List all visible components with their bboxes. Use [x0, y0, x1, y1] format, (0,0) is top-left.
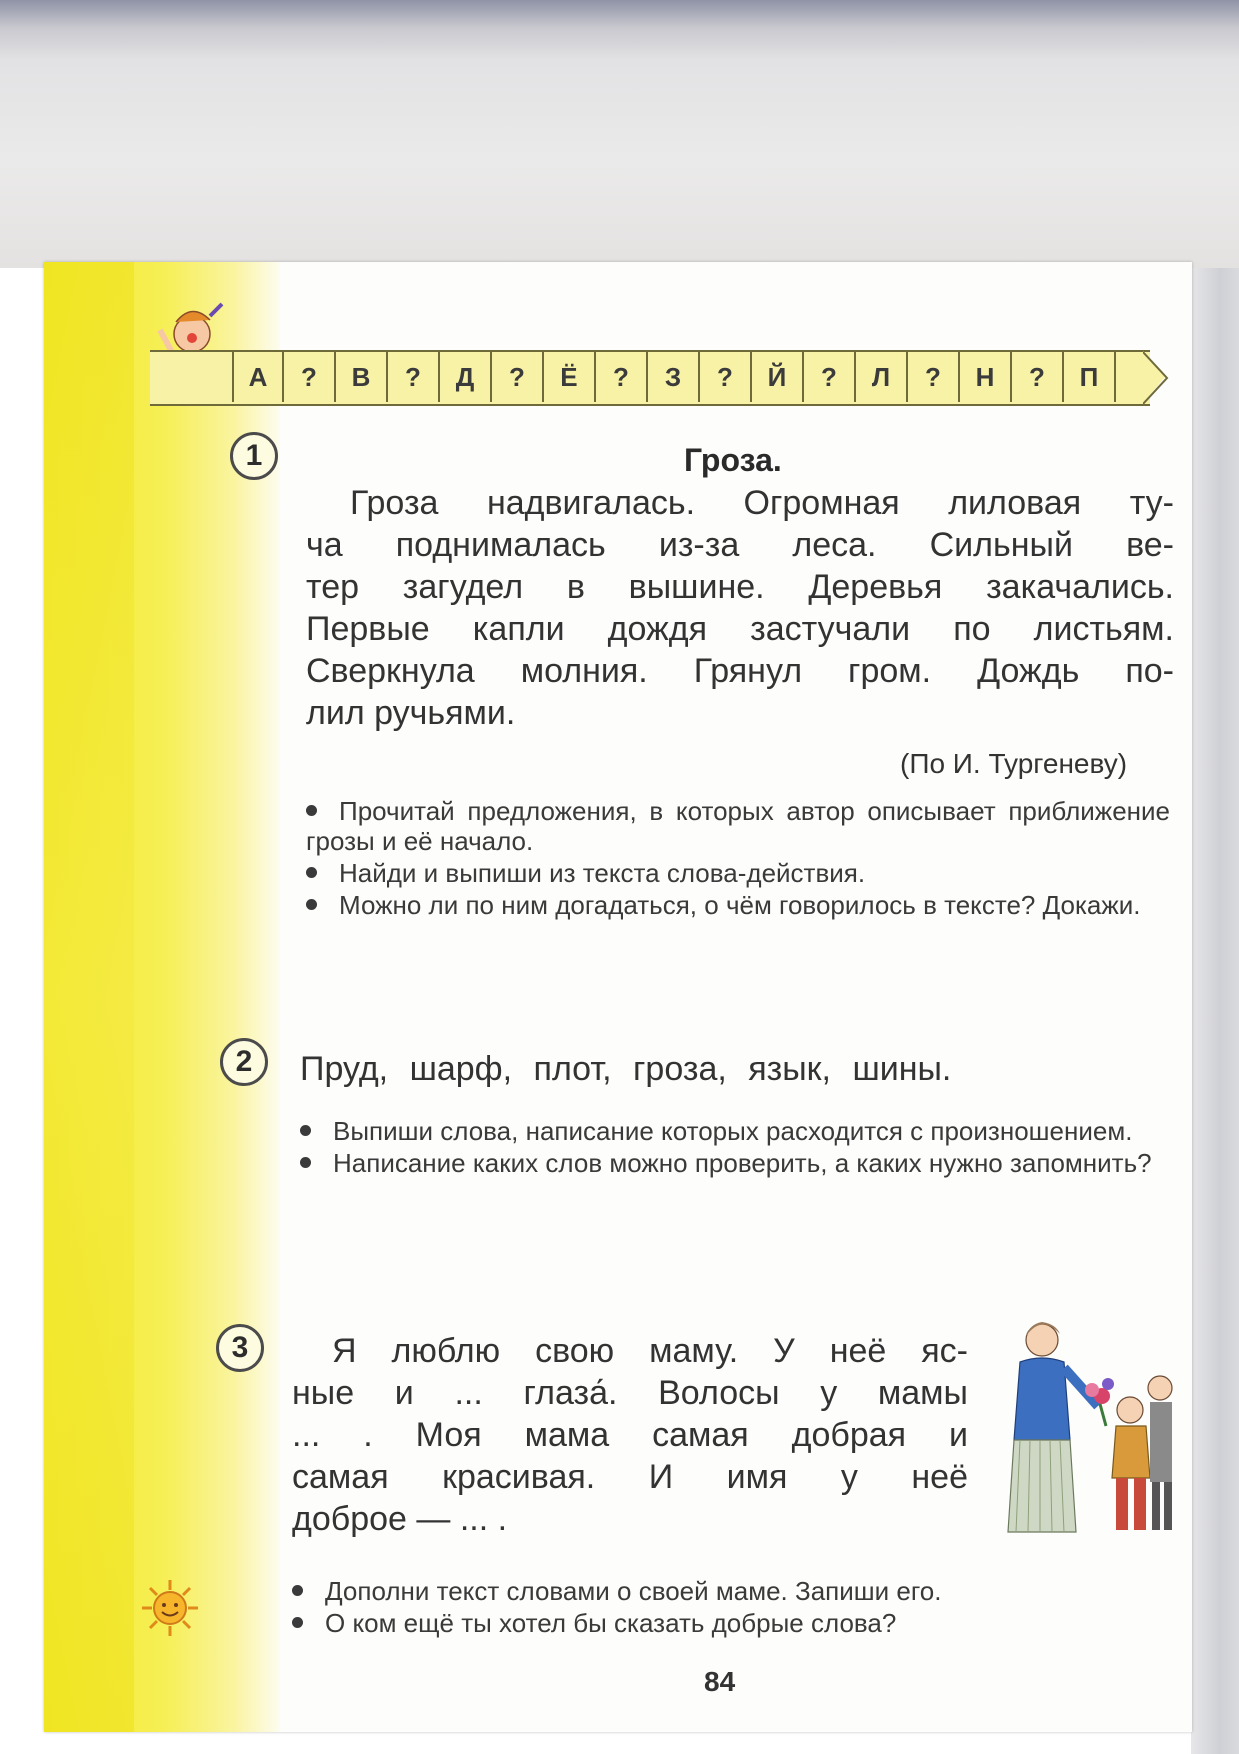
bullet-icon: [306, 867, 317, 878]
text-line: ча поднималась из-за леса. Сильный ве-: [306, 526, 1174, 564]
alphabet-cell: ?: [388, 352, 440, 402]
text-line: тер загудел в вышине. Деревья закачались.: [306, 568, 1174, 606]
alphabet-cell: Н: [960, 352, 1012, 402]
alphabet-cell: ?: [804, 352, 856, 402]
exercise-number-2: 2: [220, 1038, 268, 1086]
bullet-icon: [300, 1125, 311, 1136]
exercise-3-tasks: [292, 1576, 1122, 1640]
text-line: ... . Моя мама самая добрая и: [292, 1416, 968, 1454]
page-number: 84: [704, 1666, 736, 1697]
alphabet-cell: ?: [908, 352, 960, 402]
alphabet-cells: [232, 352, 1116, 402]
alphabet-cell: ?: [596, 352, 648, 402]
alphabet-cell: П: [1064, 352, 1116, 402]
exercise-1-text: [306, 482, 1174, 734]
task-item: Найди и выпиши из текста слова-действия.: [306, 858, 1170, 888]
exercise-number-3: 3: [216, 1324, 264, 1372]
bullet-icon: [292, 1617, 303, 1628]
alphabet-cell: Д: [440, 352, 492, 402]
scan-edge: [1191, 268, 1239, 1754]
alphabet-cell: Л: [856, 352, 908, 402]
alphabet-cell: В: [336, 352, 388, 402]
alphabet-cell: ?: [700, 352, 752, 402]
exercise-2-tasks: [300, 1116, 1164, 1180]
sun-icon: [140, 1578, 200, 1638]
text-line: Сверкнула молния. Грянул гром. Дождь по-: [306, 652, 1174, 690]
scan-background: [0, 0, 1239, 268]
task-item: О ком ещё ты хотел бы сказать добрые слова?: [292, 1608, 1122, 1638]
text-line: доброе — ... .: [292, 1500, 508, 1538]
arrow-icon: [1143, 350, 1173, 406]
text-line: самая красивая. И имя у неё: [292, 1458, 968, 1496]
alphabet-cell: А: [232, 352, 284, 402]
bullet-icon: [306, 805, 317, 816]
text-line: Гроза надвигалась. Огромная лиловая ту-: [350, 484, 1174, 522]
bullet-icon: [292, 1585, 303, 1596]
alphabet-cell: ?: [284, 352, 336, 402]
alphabet-cell: Й: [752, 352, 804, 402]
source-attribution: (По И. Тургеневу): [900, 748, 1128, 779]
text-line: Я люблю свою маму. У неё яс-: [332, 1332, 968, 1370]
exercise-2-words: Пруд, шарф, плот, гроза, язык, шины.: [300, 1050, 952, 1088]
exercise-3-text: [292, 1330, 968, 1540]
exercise-1-tasks: [306, 796, 1170, 922]
task-item: Написание каких слов можно проверить, а каких нужно запомнить?: [300, 1148, 1164, 1178]
bullet-icon: [306, 899, 317, 910]
exercise-number-1: 1: [230, 432, 278, 480]
text-line: Первые капли дождя застучали по листьям.: [306, 610, 1174, 648]
text-line: лил ручьями.: [306, 694, 516, 732]
yellow-margin: [44, 262, 280, 1732]
task-item: Прочитай предложения, в которых автор описывает приближение грозы и её начало.: [306, 796, 1170, 856]
alphabet-cell: ?: [492, 352, 544, 402]
task-item: Дополни текст словами о своей маме. Запиши его.: [292, 1576, 1122, 1606]
task-item: Выпиши слова, написание которых расходится с произношением.: [300, 1116, 1164, 1146]
mother-child-illustration: [990, 1310, 1180, 1550]
alphabet-cell: ?: [1012, 352, 1064, 402]
alphabet-cell: З: [648, 352, 700, 402]
text-line: ные и ... глаза́. Волосы у мамы: [292, 1374, 968, 1412]
bullet-icon: [300, 1157, 311, 1168]
task-item: Можно ли по ним догадаться, о чём говорилось в тексте? Докажи.: [306, 890, 1170, 920]
exercise-1-title: Гроза.: [684, 442, 782, 478]
alphabet-cell: Ё: [544, 352, 596, 402]
